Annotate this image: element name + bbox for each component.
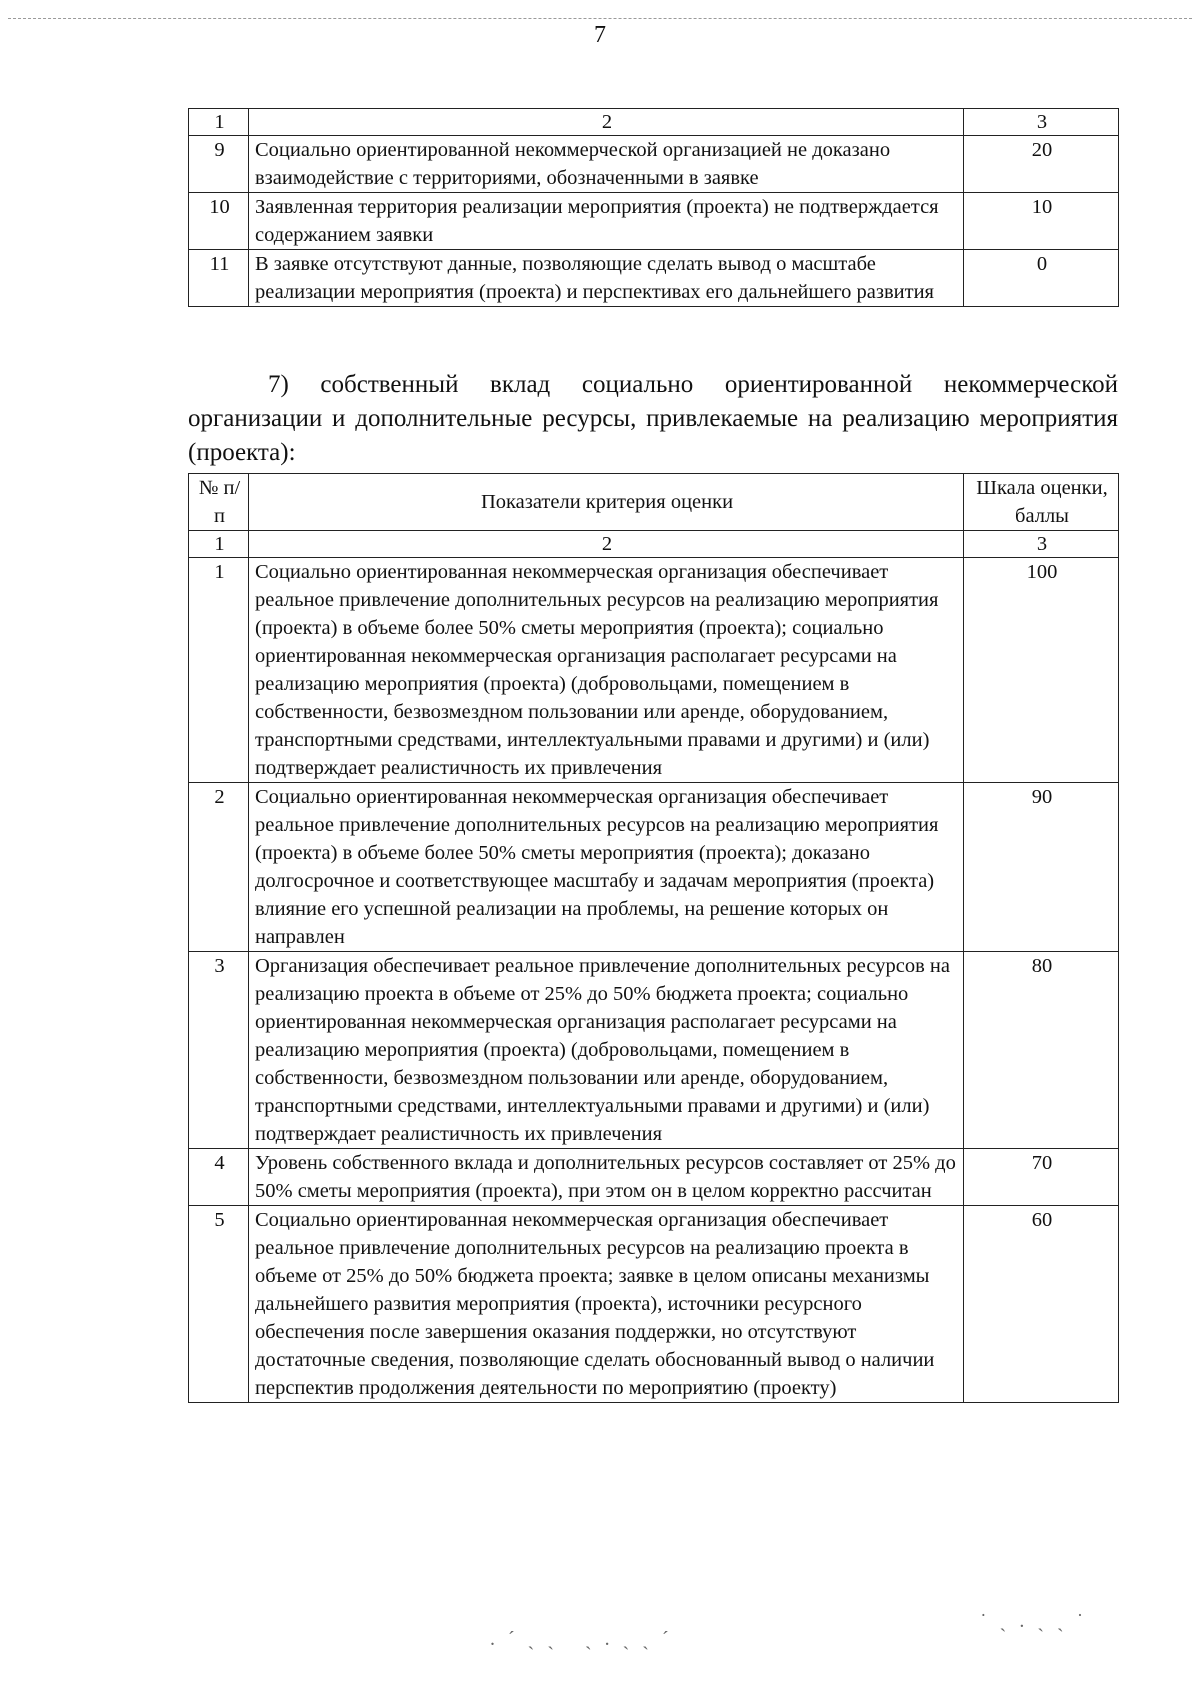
row-number: 1 xyxy=(189,558,249,783)
table-row xyxy=(189,783,1119,952)
column-number: 3 xyxy=(964,109,1119,136)
column-number: 3 xyxy=(964,531,1119,558)
row-criteria-text: Социально ориентированная некоммерческая организация обеспечивает реальное привлечение дополнительных ресурсов на реализацию мероприятия (проекта) в объеме более 50% сметы мероприятия (проекта); социально ориентированная некоммерческая организация располагает ресурсами на реализацию мероприятия (проекта) (добровольцами, помещением в собственности, безвозмездном пользовании или аренде, оборудованием, транспортными средствами, интеллектуальными правами и другими) и (или) подтверждает реалистичность их привлечения xyxy=(249,558,964,783)
criteria-table-continued xyxy=(188,108,1119,307)
table-row xyxy=(189,1206,1119,1403)
table-row xyxy=(189,193,1119,250)
header-criteria: Показатели критерия оценки xyxy=(249,474,964,531)
column-number: 2 xyxy=(249,109,964,136)
table-row xyxy=(189,952,1119,1149)
column-number-row xyxy=(189,109,1119,136)
column-number: 1 xyxy=(189,109,249,136)
row-criteria-text: Социально ориентированной некоммерческой организацией не доказано взаимодействие с территориями, обозначенными в заявке xyxy=(249,136,964,193)
row-score: 90 xyxy=(964,783,1119,952)
row-number: 5 xyxy=(189,1206,249,1403)
table-row xyxy=(189,136,1119,193)
column-number: 2 xyxy=(249,531,964,558)
row-score: 80 xyxy=(964,952,1119,1149)
table-row xyxy=(189,1149,1119,1206)
page-top-rule xyxy=(8,18,1192,19)
row-number: 3 xyxy=(189,952,249,1149)
scan-noise: ˙ ˎ . ˏ ˎ ˙ xyxy=(980,1610,1088,1632)
table-header-row xyxy=(189,474,1119,531)
row-criteria-text: В заявке отсутствуют данные, позволяющие сделать вывод о масштабе реализации мероприятия (проекта) и перспективах его дальнейшего развития xyxy=(249,250,964,307)
row-criteria-text: Уровень собственного вклада и дополнительных ресурсов составляет от 25% до 50% сметы мероприятия (проекта), при этом он в целом корректно рассчитан xyxy=(249,1149,964,1206)
section-7-intro: 7) собственный вклад социально ориентированной некоммерческой организации и дополнительные ресурсы, привлекаемые на реализацию мероприятия (проекта): xyxy=(188,371,1118,466)
criteria-table-own-contribution xyxy=(188,473,1119,1403)
row-number: 2 xyxy=(189,783,249,952)
column-number-row xyxy=(189,531,1119,558)
table-row xyxy=(189,558,1119,783)
row-criteria-text: Социально ориентированная некоммерческая организация обеспечивает реальное привлечение дополнительных ресурсов на реализацию мероприятия (проекта) в объеме более 50% сметы мероприятия (проекта); доказано долгосрочное и соответствующее масштабу и задачам мероприятия (проекта) влияние его успешной реализации на проблемы, на решение которых он направлен xyxy=(249,783,964,952)
column-number: 1 xyxy=(189,531,249,558)
row-score: 70 xyxy=(964,1149,1119,1206)
row-criteria-text: Организация обеспечивает реальное привлечение дополнительных ресурсов на реализацию проекта в объеме от 25% до 50% бюджета проекта; социально ориентированная некоммерческая организация располагает ресурсами на реализацию мероприятия (проекта) (добровольцами, помещением в собственности, безвозмездном пользовании или аренде, оборудованием, транспортными средствами, интеллектуальными правами и другими) и (или) подтверждает реалистичность их привлечения xyxy=(249,952,964,1149)
row-criteria-text: Социально ориентированная некоммерческая организация обеспечивает реальное привлечение дополнительных ресурсов на реализацию проекта в объеме от 25% до 50% бюджета проекта; заявке в целом описаны механизмы дальнейшего развития мероприятия (проекта), источники ресурсного обеспечения после завершения оказания поддержки, но отсутствуют достаточные сведения, позволяющие сделать обоснованный вывод о наличии перспектив продолжения деятельности по мероприятию (проекту) xyxy=(249,1206,964,1403)
row-number: 11 xyxy=(189,250,249,307)
row-score: 0 xyxy=(964,250,1119,307)
row-score: 20 xyxy=(964,136,1119,193)
row-score: 60 xyxy=(964,1206,1119,1403)
row-score: 100 xyxy=(964,558,1119,783)
row-number: 4 xyxy=(189,1149,249,1206)
row-score: 10 xyxy=(964,193,1119,250)
page-number: 7 xyxy=(594,22,606,48)
scan-noise: . ˊ ˎ ˏ ˏ . ˎ ˏ ˊ xyxy=(490,1628,673,1650)
row-number: 9 xyxy=(189,136,249,193)
table-row xyxy=(189,250,1119,307)
row-criteria-text: Заявленная территория реализации мероприятия (проекта) не подтверждается содержанием заявки xyxy=(249,193,964,250)
header-number: № п/п xyxy=(189,474,249,531)
row-number: 10 xyxy=(189,193,249,250)
header-scale: Шкала оценки, баллы xyxy=(964,474,1119,531)
